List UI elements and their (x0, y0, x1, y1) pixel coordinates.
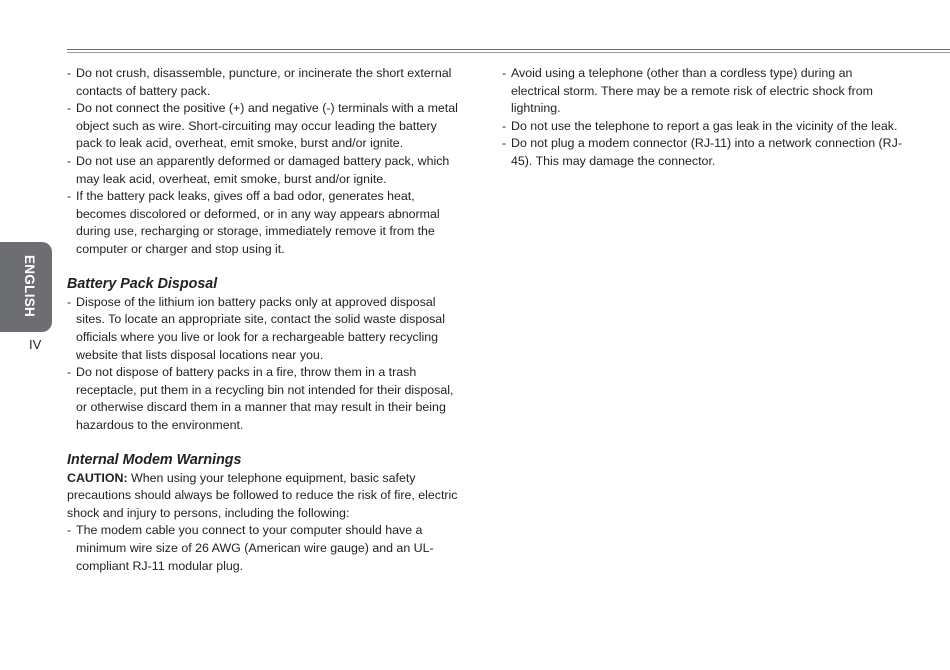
list-item (67, 100, 462, 153)
list-item (67, 294, 462, 364)
bullet-dash: - (67, 189, 72, 204)
bullet-dash: - (67, 66, 72, 80)
header-rule-top (67, 49, 950, 50)
list-item (67, 522, 462, 575)
modem-warnings-heading: Internal Modem Warnings (67, 452, 242, 469)
telephone-warnings-list (502, 65, 902, 171)
battery-disposal-heading: Battery Pack Disposal (67, 276, 218, 293)
list-item-text: Do not dispose of battery packs in a fire, throw them in a trash receptacle, put them in a recycling bin not intended for their disposal, or otherwise discard them in a manner that may result in their being hazardous to the environment. (76, 365, 454, 432)
list-item (502, 135, 902, 170)
bullet-dash: - (502, 66, 507, 80)
bullet-dash: - (67, 294, 72, 309)
list-item (67, 153, 462, 188)
right-column (502, 65, 902, 171)
caution-label: CAUTION: (67, 470, 128, 485)
bullet-dash: - (67, 365, 72, 380)
list-item-text: Do not crush, disassemble, puncture, or incinerate the short external contacts of battery pack. (76, 66, 452, 98)
list-item (67, 65, 462, 100)
battery-disposal-list (67, 294, 462, 435)
bullet-dash: - (502, 118, 507, 133)
list-item-text: Avoid using a telephone (other than a cordless type) during an electrical storm. There may be a remote risk of electric shock from lightning. (511, 66, 873, 116)
list-item-text: Do not connect the positive (+) and negative (-) terminals with a metal object such as wire. Short-circuiting may occur leading the battery pack to leak acid, overheat, emit smoke, burst and/or ignite. (76, 101, 458, 151)
page-number: IV (29, 337, 42, 352)
battery-warnings-list (67, 65, 462, 259)
caution-paragraph (67, 470, 462, 523)
list-item-text: Do not use the telephone to report a gas leak in the vicinity of the leak. (511, 118, 898, 133)
bullet-dash: - (67, 101, 72, 116)
list-item-text: Do not plug a modem connector (RJ-11) into a network connection (RJ-45). This may damage the connector. (511, 136, 902, 168)
language-tab-label: ENGLISH (22, 255, 37, 318)
list-item-text: Do not use an apparently deformed or damaged battery pack, which may leak acid, overheat, emit smoke, burst and/or ignite. (76, 153, 450, 186)
list-item-text: If the battery pack leaks, gives off a bad odor, generates heat, becomes discolored or deformed, or in any way appears abnormal during use, recharging or storage, immediately remove it from the computer or charger and stop using it. (76, 189, 440, 256)
list-item-text: The modem cable you connect to your computer should have a minimum wire size of 26 AWG (American wire gauge) and an UL-compliant RJ-11 modular plug. (76, 523, 434, 573)
list-item (67, 364, 462, 434)
modem-warnings-list (67, 522, 462, 575)
list-item (502, 65, 902, 118)
caution-text: When using your telephone equipment, basic safety precautions should always be followed to reduce the risk of fire, electric shock and injury to persons, including the following: (67, 470, 458, 520)
bullet-dash: - (67, 153, 72, 168)
list-item (67, 188, 462, 258)
bullet-dash: - (502, 136, 507, 151)
bullet-dash: - (67, 523, 72, 538)
header-rule-bottom (67, 52, 950, 53)
list-item (502, 118, 902, 136)
list-item-text: Dispose of the lithium ion battery packs only at approved disposal sites. To locate an appropriate site, contact the solid waste disposal officials where you live or look for a rechargeable battery recycling website that lists disposal locations near you. (76, 294, 445, 362)
left-column (67, 65, 462, 575)
